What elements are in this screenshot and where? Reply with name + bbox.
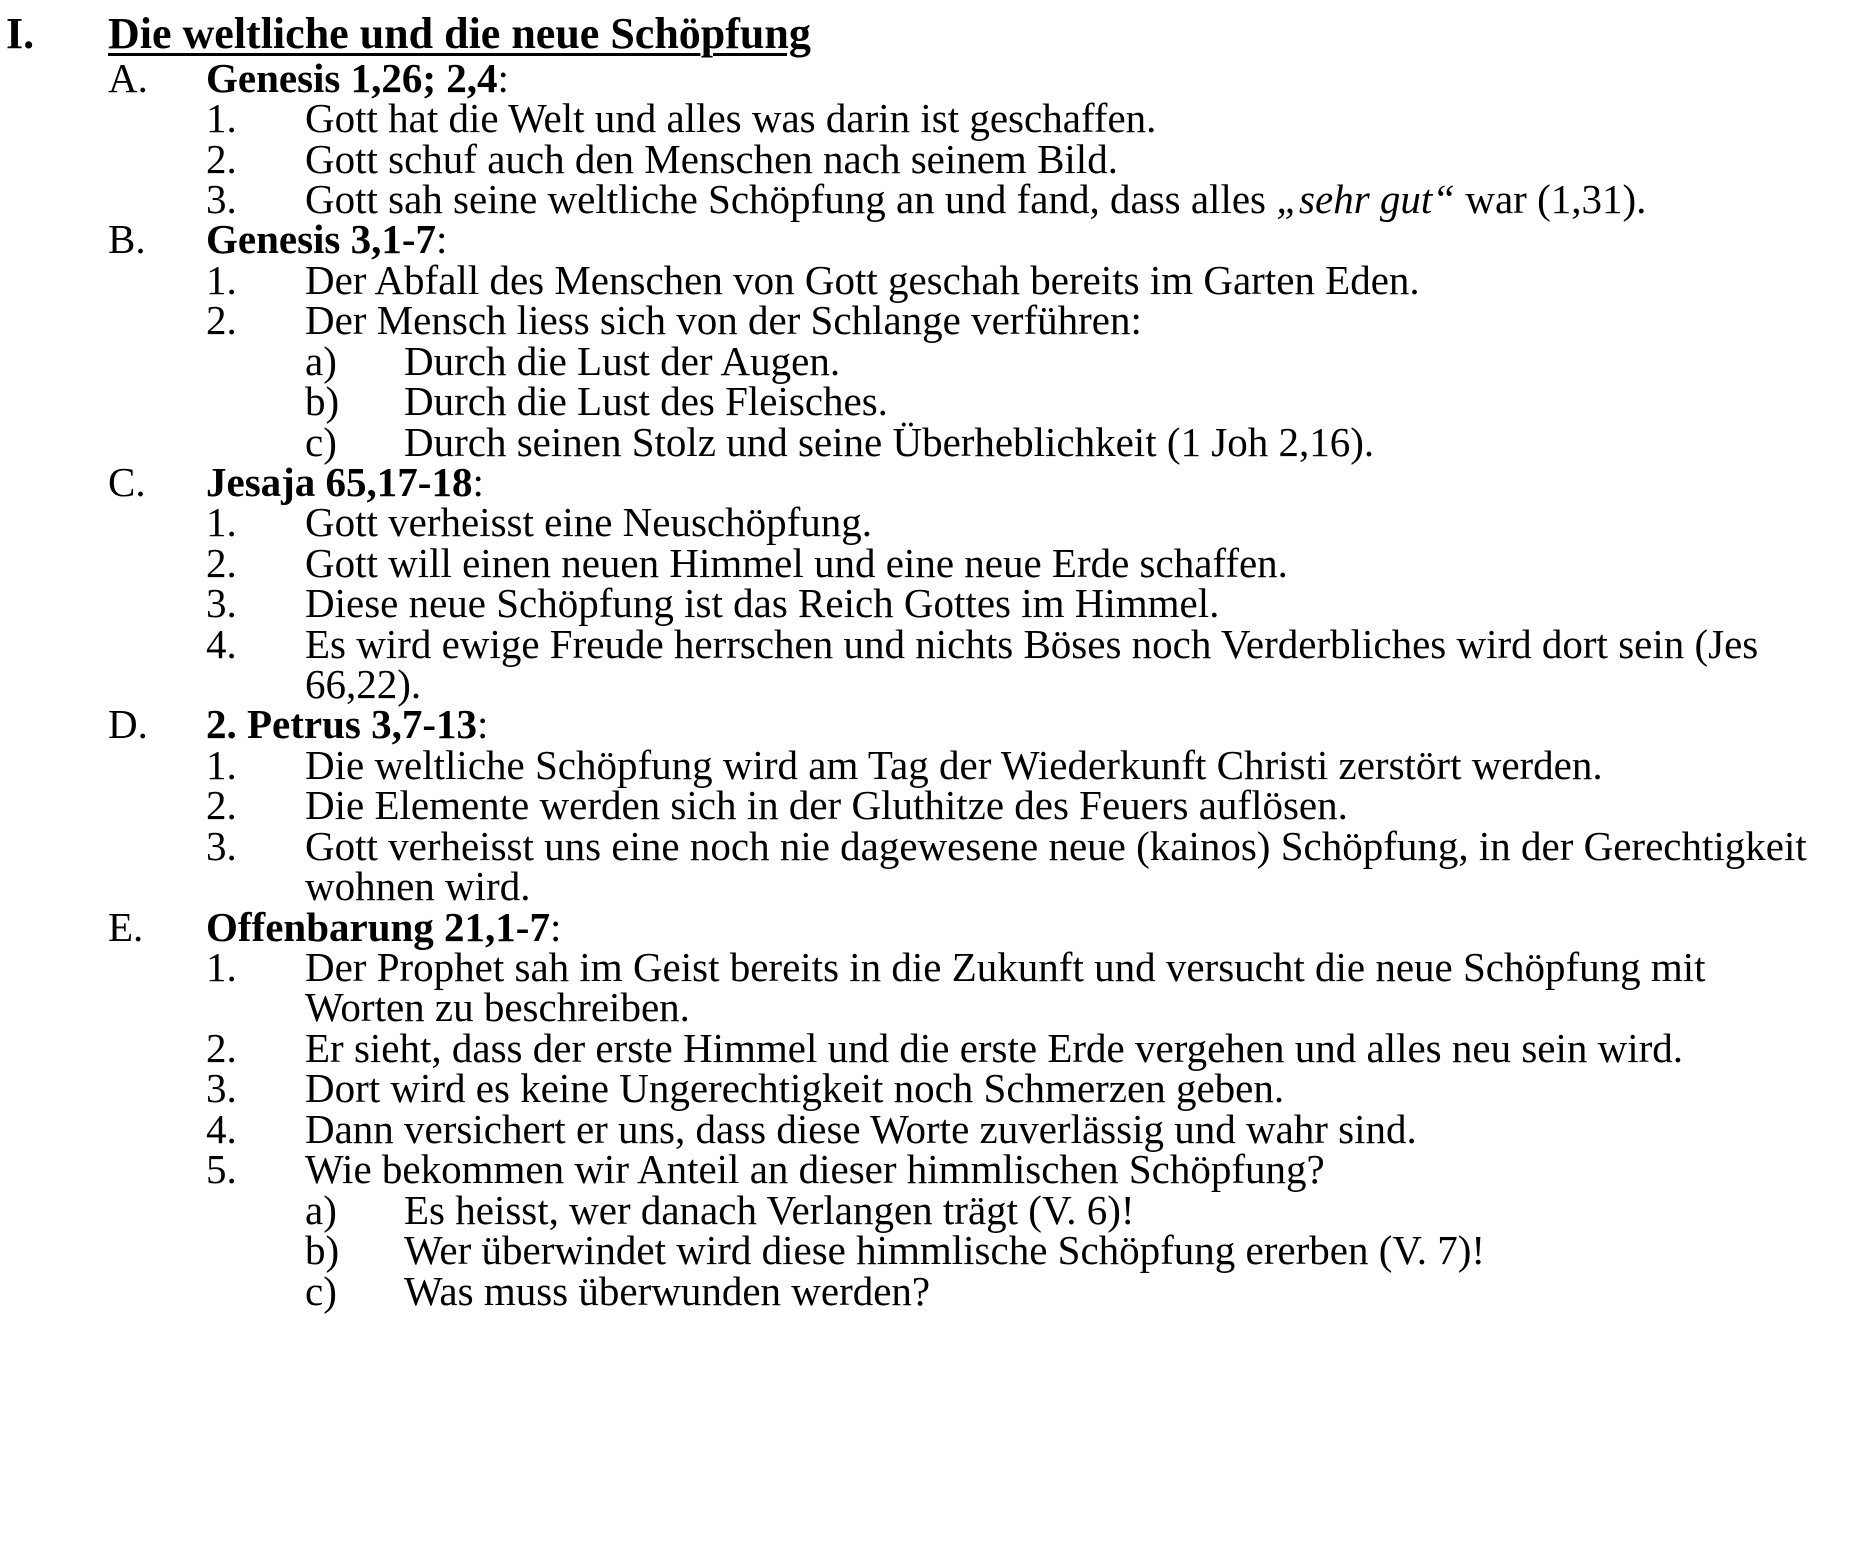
section-title: Die weltliche und die neue Schöpfung (108, 9, 811, 58)
item-number: 3. (206, 580, 237, 626)
section-label: I. (6, 9, 35, 58)
scripture-reference: 2. Petrus 3,7-13: (206, 701, 489, 747)
item-number: 2. (206, 540, 237, 586)
item-text: Gott will einen neuen Himmel und eine neue Erde schaffen. (305, 540, 1288, 586)
item-text-continuation: wohnen wird. (305, 863, 531, 909)
italic-quote: „sehr gut“ (1276, 176, 1456, 222)
subsection-label: A. (108, 55, 148, 101)
item-text: Der Abfall des Menschen von Gott geschah bereits im Garten Eden. (305, 257, 1420, 303)
item-number: 2. (206, 1025, 237, 1071)
item-number: 4. (206, 621, 237, 667)
section-heading (0, 10, 1855, 58)
subitem-text: Durch die Lust der Augen. (404, 338, 841, 384)
item-number: 3. (206, 1065, 237, 1111)
item-number: 2. (206, 136, 237, 182)
subitem-text: Es heisst, wer danach Verlangen trägt (V. 6)! (404, 1187, 1135, 1233)
subitem-text: Was muss überwunden werden? (404, 1268, 931, 1314)
item-number: 3. (206, 176, 237, 222)
item-number: 2. (206, 782, 237, 828)
subitem-text: Durch seinen Stolz und seine Überheblichkeit (1 Joh 2,16). (404, 419, 1375, 465)
item-text: Dann versichert er uns, dass diese Worte zuverlässig und wahr sind. (305, 1106, 1417, 1152)
item-number: 1. (206, 944, 237, 990)
item-number: 1. (206, 742, 237, 788)
item-text-continuation: Worten zu beschreiben. (305, 984, 690, 1030)
item-text: Gott verheisst eine Neuschöpfung. (305, 499, 873, 545)
item-number: 3. (206, 823, 237, 869)
item-text: Der Prophet sah im Geist bereits in die Zukunft und versucht die neue Schöpfung mit (305, 944, 1706, 990)
subitem-letter: b) (305, 1227, 340, 1273)
scripture-reference: Offenbarung 21,1-7: (206, 904, 562, 950)
item-text: Diese neue Schöpfung ist das Reich Gottes im Himmel. (305, 580, 1220, 626)
sub-list-item (0, 1267, 1855, 1315)
item-text: Gott verheisst uns eine noch nie dagewesene neue (kainos) Schöpfung, in der Gerechtigkeit (305, 823, 1807, 869)
item-text: Gott schuf auch den Menschen nach seinem Bild. (305, 136, 1118, 182)
item-text: Dort wird es keine Ungerechtigkeit noch Schmerzen geben. (305, 1065, 1285, 1111)
item-text: Gott hat die Welt und alles was darin ist geschaffen. (305, 95, 1157, 141)
subitem-text: Durch die Lust des Fleisches. (404, 378, 888, 424)
subsection-label: C. (108, 459, 146, 505)
subsection-label: D. (108, 701, 148, 747)
item-number: 1. (206, 257, 237, 303)
subsection-label: B. (108, 216, 146, 262)
subitem-letter: b) (305, 378, 340, 424)
scripture-reference: Genesis 1,26; 2,4: (206, 55, 509, 101)
scripture-reference: Genesis 3,1-7: (206, 216, 448, 262)
item-text: Wie bekommen wir Anteil an dieser himmlischen Schöpfung? (305, 1146, 1325, 1192)
item-number: 1. (206, 499, 237, 545)
item-text: Der Mensch liess sich von der Schlange verführen: (305, 297, 1142, 343)
item-text: Gott sah seine weltliche Schöpfung an und fand, dass alles „sehr gut“ war (1,31). (305, 176, 1647, 222)
item-text: Die weltliche Schöpfung wird am Tag der Wiederkunft Christi zerstört werden. (305, 742, 1603, 788)
subsection-label: E. (108, 904, 144, 950)
item-text: Es wird ewige Freude herrschen und nichts Böses noch Verderbliches wird dort sein (Jes (305, 621, 1759, 667)
item-number: 5. (206, 1146, 237, 1192)
item-number: 2. (206, 297, 237, 343)
item-number: 1. (206, 95, 237, 141)
subitem-letter: a) (305, 1187, 337, 1233)
subitem-text: Wer überwindet wird diese himmlische Schöpfung ererben (V. 7)! (404, 1227, 1485, 1273)
item-text: Die Elemente werden sich in der Gluthitze des Feuers auflösen. (305, 782, 1348, 828)
subitem-letter: a) (305, 338, 337, 384)
subitem-letter: c) (305, 1268, 337, 1314)
subitem-letter: c) (305, 419, 337, 465)
scripture-reference: Jesaja 65,17-18: (206, 459, 484, 505)
item-text: Er sieht, dass der erste Himmel und die erste Erde vergehen und alles neu sein wird. (305, 1025, 1684, 1071)
item-number: 4. (206, 1106, 237, 1152)
item-text-continuation: 66,22). (305, 661, 422, 707)
